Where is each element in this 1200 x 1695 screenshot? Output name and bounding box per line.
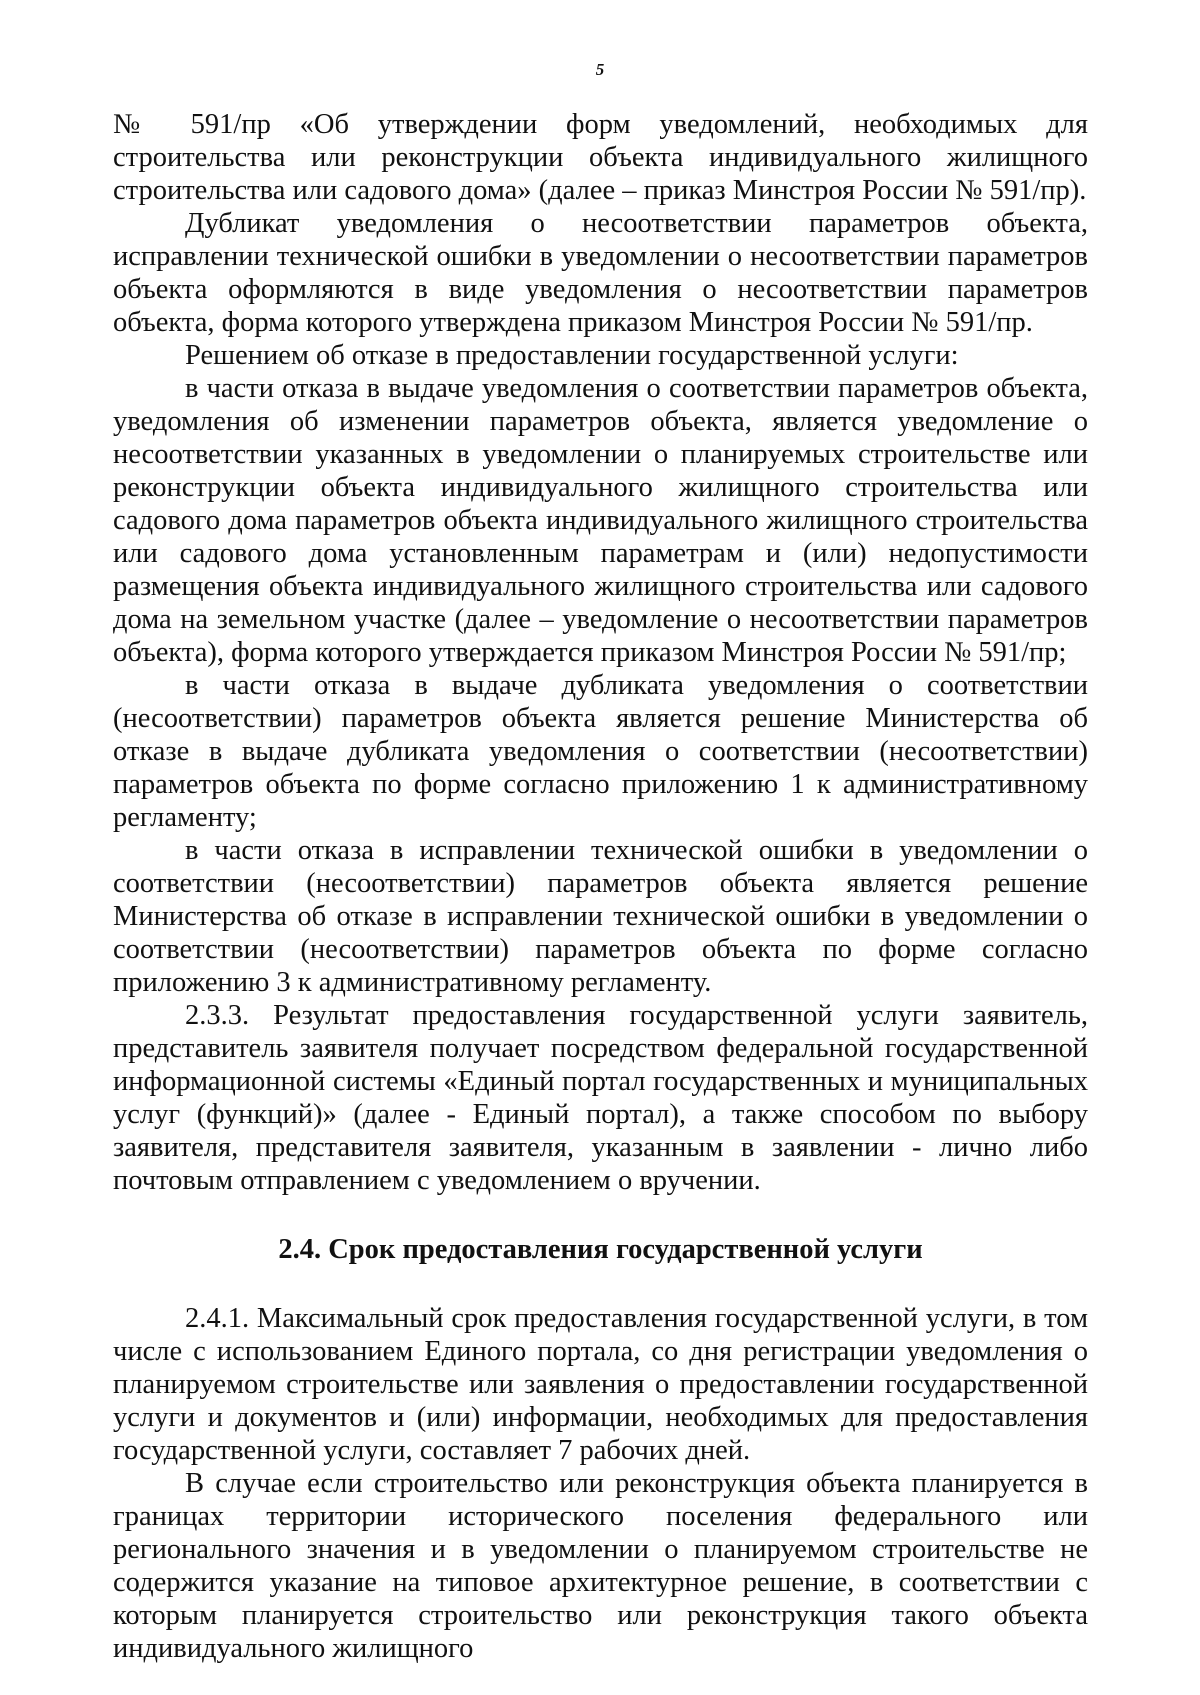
- paragraph-refusal-duplicate: в части отказа в выдаче дубликата уведомления о соответствии (несоответствии) параметров объекта является решение Министерства об отказе в выдаче дубликата уведомления о соответствии (несоответствии) параметров объекта по форме согласно приложению 1 к административному регламенту;: [113, 670, 1088, 833]
- paragraph-duplicate-notice: Дубликат уведомления о несоответствии параметров объекта, исправлении технической ошибки в уведомлении о несоответствии параметров объекта оформляются в виде уведомления о несоответствии параметров объекта, форма которого утверждена приказом Минстроя России № 591/пр.: [113, 208, 1088, 338]
- paragraph-2-3-3: 2.3.3. Результат предоставления государственной услуги заявитель, представитель заявителя получает посредством федеральной государственной информационной системы «Единый портал государственных и муниципальных услуг (функций)» (далее - Единый портал), а также способом по выбору заявителя, представителя заявителя, указанным в заявлении - лично либо почтовым отправлением с уведомлением о вручении.: [113, 1000, 1088, 1196]
- paragraph-historic-settlement: В случае если строительство или реконструкция объекта планируется в границах территории исторического поселения федерального или регионального значения и в уведомлении о планируемом строительстве не содержится указание на типовое архитектурное решение, в соответствии с которым планируется строительство или реконструкция такого объекта индивидуального жилищного: [113, 1468, 1088, 1664]
- paragraph-refusal-error-correction: в части отказа в исправлении технической ошибки в уведомлении о соответствии (несоответствии) параметров объекта является решение Министерства об отказе в исправлении технической ошибки в уведомлении о соответствии (несоответствии) параметров объекта по форме согласно приложению 3 к административному регламенту.: [113, 835, 1088, 998]
- paragraph-refusal-decision: Решением об отказе в предоставлении государственной услуги:: [185, 340, 959, 371]
- section-heading-2-4: 2.4. Срок предоставления государственной услуги: [278, 1234, 923, 1265]
- paragraph-order-reference: № 591/пр «Об утверждении форм уведомлений, необходимых для строительства или реконструкции объекта индивидуального жилищного строительства или садового дома» (далее – приказ Минстроя России № 591/пр).: [113, 109, 1088, 206]
- paragraph-refusal-notice-issue: в части отказа в выдаче уведомления о соответствии параметров объекта, уведомления об изменении параметров объекта, является уведомление о несоответствии указанных в уведомлении о планируемых строительстве или реконструкции объекта индивидуального жилищного строительства или садового дома параметров объекта индивидуального жилищного строительства или садового дома установленным параметрам и (или) недопустимости размещения объекта индивидуального жилищного строительства или садового дома на земельном участке (далее – уведомление о несоответствии параметров объекта), форма которого утверждается приказом Минстроя России № 591/пр;: [113, 373, 1088, 668]
- page-number: 5: [595, 60, 605, 79]
- document-body: [113, 108, 1088, 1665]
- paragraph-2-4-1: 2.4.1. Максимальный срок предоставления государственной услуги, в том числе с использованием Единого портала, со дня регистрации уведомления о планируемом строительстве или заявления о предоставлении государственной услуги и документов и (или) информации, необходимых для предоставления государственной услуги, составляет 7 рабочих дней.: [113, 1303, 1088, 1466]
